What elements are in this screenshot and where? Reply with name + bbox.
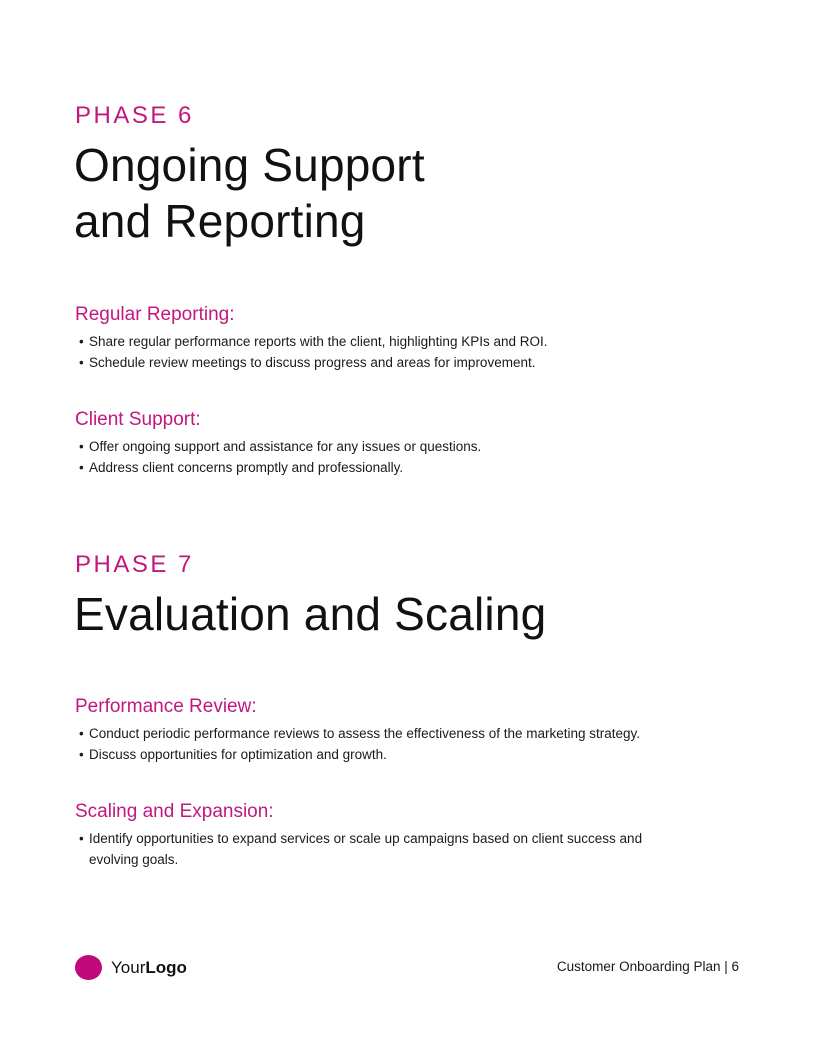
- list-item: • Identify opportunities to expand services or scale up campaigns based on client success and evolving goals.: [79, 828, 694, 870]
- list-item: • Share regular performance reports with the client, highlighting KPIs and ROI.: [79, 331, 719, 352]
- logo-text-regular: Your: [111, 957, 146, 977]
- footer-page-label: Customer Onboarding Plan | 6: [556, 959, 739, 974]
- phase-7-title-line-1: Evaluation and Scaling: [74, 588, 547, 640]
- list-item: • Address client concerns promptly and professionally.: [79, 457, 719, 478]
- performance-review-list: [79, 723, 719, 765]
- phase-7-title: [74, 586, 546, 642]
- logo-text-bold: Logo: [145, 957, 187, 977]
- scaling-expansion-list: [79, 828, 694, 870]
- scaling-expansion-heading: Scaling and Expansion:: [75, 801, 274, 822]
- client-support-heading: Client Support:: [75, 409, 201, 430]
- logo-text: [111, 958, 187, 978]
- list-item: • Discuss opportunities for optimization and growth.: [79, 744, 719, 765]
- regular-reporting-heading: Regular Reporting:: [75, 304, 235, 325]
- phase-6-title: [74, 137, 425, 249]
- performance-review-heading: Performance Review:: [75, 696, 257, 717]
- phase-6-title-line-2: and Reporting: [74, 195, 366, 247]
- list-item: • Offer ongoing support and assistance for any issues or questions.: [79, 436, 719, 457]
- phase-6-label: PHASE 6: [75, 102, 194, 129]
- footer-logo: [75, 955, 187, 980]
- list-item: • Schedule review meetings to discuss progress and areas for improvement.: [79, 352, 719, 373]
- phase-7-label: PHASE 7: [75, 551, 194, 578]
- client-support-list: [79, 436, 719, 478]
- phase-6-title-line-1: Ongoing Support: [74, 139, 425, 191]
- list-item: • Conduct periodic performance reviews to assess the effectiveness of the marketing strategy.: [79, 723, 719, 744]
- logo-circle-icon: [75, 955, 102, 980]
- regular-reporting-list: [79, 331, 719, 373]
